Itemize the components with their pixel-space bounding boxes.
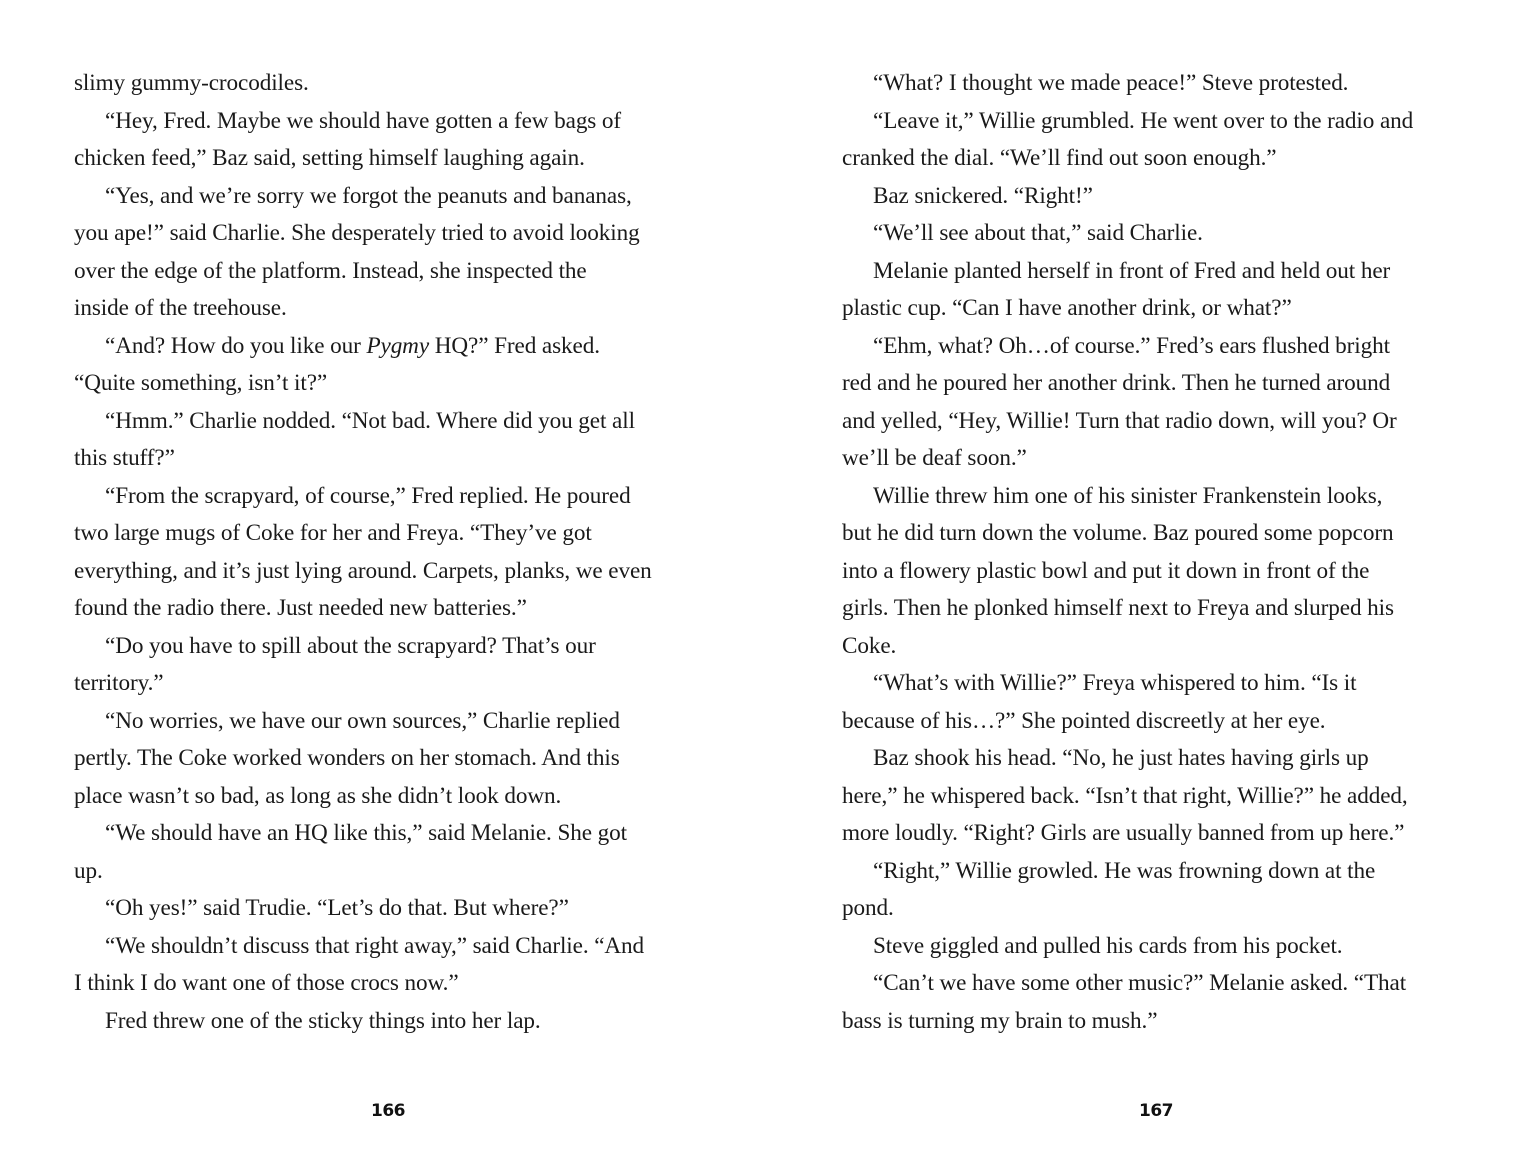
text-line: slimy gummy-crocodiles.	[74, 70, 309, 96]
left-page-text	[74, 65, 714, 1040]
text-line: and yelled, “Hey, Willie! Turn that radio down, will you? Or	[842, 407, 1397, 434]
text-line: inside of the treehouse.	[74, 295, 287, 321]
text-line: two large mugs of Coke for her and Freya. “They’ve got	[74, 520, 592, 546]
text-line: because of his…?” She pointed discreetly at her eye.	[842, 707, 1326, 734]
text-line: but he did turn down the volume. Baz poured some popcorn	[842, 520, 1394, 546]
right-page	[768, 0, 1535, 1163]
text-line: Coke.	[842, 632, 897, 659]
text-line: Willie threw him one of his sinister Frankenstein looks,	[873, 482, 1383, 509]
text-line: up.	[74, 857, 103, 884]
text-line: Melanie planted herself in front of Fred and held out her	[873, 257, 1391, 284]
right-page-text	[842, 65, 1492, 1040]
text-line: “We’ll see about that,” said Charlie.	[873, 220, 1203, 246]
text-line: pertly. The Coke worked wonders on her stomach. And this	[74, 745, 620, 771]
text-line: “We should have an HQ like this,” said Melanie. She got	[105, 820, 627, 846]
text-segment: HQ?” Fred asked.	[429, 332, 600, 359]
text-line: red and he poured her another drink. Then he turned around	[842, 370, 1391, 396]
left-page-number: 166	[371, 1101, 405, 1121]
text-line: “Hmm.” Charlie nodded. “Not bad. Where did you get all	[105, 407, 635, 434]
text-line: “No worries, we have our own sources,” Charlie replied	[105, 707, 620, 734]
text-line: “Do you have to spill about the scrapyard? That’s our	[105, 632, 596, 659]
text-line: chicken feed,” Baz said, setting himself laughing again.	[74, 145, 585, 171]
text-line: here,” he whispered back. “Isn’t that right, Willie?” he added,	[842, 782, 1408, 809]
text-line: plastic cup. “Can I have another drink, or what?”	[842, 295, 1292, 321]
text-line: “We shouldn’t discuss that right away,” said Charlie. “And	[105, 932, 645, 959]
text-line: Baz snickered. “Right!”	[873, 182, 1093, 209]
text-line: place wasn’t so bad, as long as she didn’t look down.	[74, 782, 562, 809]
text-line: Baz shook his head. “No, he just hates having girls up	[873, 745, 1369, 771]
text-line: more loudly. “Right? Girls are usually banned from up here.”	[842, 820, 1405, 846]
text-line: girls. Then he plonked himself next to Freya and slurped his	[842, 595, 1394, 621]
text-line: “What’s with Willie?” Freya whispered to him. “Is it	[873, 670, 1357, 696]
text-line: we’ll be deaf soon.”	[842, 445, 1027, 471]
text-line: everything, and it’s just lying around. Carpets, planks, we even	[74, 557, 652, 584]
text-line: Fred threw one of the sticky things into her lap.	[105, 1007, 541, 1034]
text-line: pond.	[842, 895, 894, 921]
text-line: you ape!” said Charlie. She desperately tried to avoid looking	[74, 220, 640, 246]
text-line: “Hey, Fred. Maybe we should have gotten a few bags of	[105, 107, 622, 134]
text-line: “What? I thought we made peace!” Steve protested.	[873, 70, 1349, 96]
text-line	[74, 328, 714, 366]
text-line: “Leave it,” Willie grumbled. He went over to the radio and	[873, 107, 1414, 134]
text-line: “Can’t we have some other music?” Melanie asked. “That	[873, 970, 1407, 996]
italic-text: Pygmy	[366, 332, 430, 359]
left-page	[0, 0, 767, 1163]
text-line: “Ehm, what? Oh…of course.” Fred’s ears flushed bright	[873, 332, 1390, 359]
text-line: over the edge of the platform. Instead, she inspected the	[74, 257, 587, 284]
text-line: territory.”	[74, 670, 164, 696]
text-line: “Quite something, isn’t it?”	[74, 370, 328, 396]
text-line: bass is turning my brain to mush.”	[842, 1007, 1158, 1034]
text-line: cranked the dial. “We’ll find out soon enough.”	[842, 145, 1277, 171]
text-line: “From the scrapyard, of course,” Fred replied. He poured	[105, 482, 631, 509]
text-line: “Yes, and we’re sorry we forgot the peanuts and bananas,	[105, 182, 632, 209]
text-line: found the radio there. Just needed new batteries.”	[74, 595, 527, 621]
text-line: Steve giggled and pulled his cards from his pocket.	[873, 932, 1343, 959]
text-line: into a flowery plastic bowl and put it down in front of the	[842, 557, 1370, 584]
right-page-number: 167	[1139, 1101, 1173, 1121]
text-line: “Right,” Willie growled. He was frowning down at the	[873, 857, 1376, 884]
text-line: “Oh yes!” said Trudie. “Let’s do that. But where?”	[105, 895, 569, 921]
text-line: I think I do want one of those crocs now.”	[74, 970, 459, 996]
text-line: this stuff?”	[74, 445, 175, 471]
text-segment: “And? How do you like our	[105, 332, 367, 359]
